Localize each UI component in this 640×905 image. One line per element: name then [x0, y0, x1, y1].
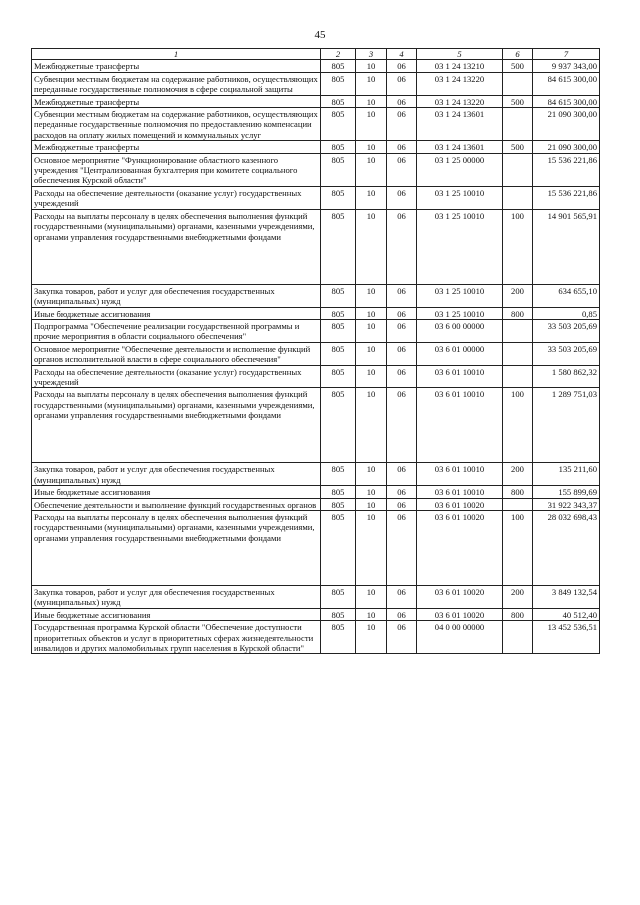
code-target-article: 04 0 00 00000	[417, 621, 503, 654]
header-cell: 5	[417, 49, 503, 60]
code-section: 10	[356, 95, 387, 107]
code-ministry: 805	[321, 72, 356, 95]
row-name: Иные бюджетные ассигнования	[32, 307, 321, 319]
code-target-article: 03 1 24 13601	[417, 141, 503, 153]
code-expense-type	[503, 342, 533, 365]
code-ministry: 805	[321, 498, 356, 510]
code-ministry: 805	[321, 585, 356, 608]
code-section: 10	[356, 209, 387, 284]
row-name: Межбюджетные трансферты	[32, 60, 321, 72]
code-target-article: 03 6 01 10020	[417, 608, 503, 620]
table-row	[32, 319, 600, 342]
code-ministry: 805	[321, 463, 356, 486]
code-section: 10	[356, 284, 387, 307]
table-row	[32, 153, 600, 186]
table-row	[32, 463, 600, 486]
code-ministry: 805	[321, 60, 356, 72]
code-subsection: 06	[387, 388, 417, 463]
budget-table	[31, 48, 600, 654]
table-row	[32, 108, 600, 141]
table-row	[32, 72, 600, 95]
code-subsection: 06	[387, 319, 417, 342]
code-target-article: 03 1 25 10010	[417, 186, 503, 209]
code-expense-type: 500	[503, 141, 533, 153]
code-subsection: 06	[387, 209, 417, 284]
code-ministry: 805	[321, 209, 356, 284]
code-target-article: 03 6 00 00000	[417, 319, 503, 342]
code-subsection: 06	[387, 486, 417, 498]
code-target-article: 03 1 24 13220	[417, 95, 503, 107]
code-section: 10	[356, 486, 387, 498]
code-target-article: 03 1 25 00000	[417, 153, 503, 186]
code-section: 10	[356, 319, 387, 342]
code-expense-type	[503, 153, 533, 186]
code-ministry: 805	[321, 608, 356, 620]
code-section: 10	[356, 186, 387, 209]
amount: 0,85	[533, 307, 600, 319]
code-expense-type: 800	[503, 307, 533, 319]
header-cell: 1	[32, 49, 321, 60]
code-section: 10	[356, 365, 387, 388]
code-section: 10	[356, 608, 387, 620]
row-name: Иные бюджетные ассигнования	[32, 608, 321, 620]
table-row	[32, 510, 600, 585]
code-subsection: 06	[387, 621, 417, 654]
code-ministry: 805	[321, 186, 356, 209]
code-expense-type	[503, 319, 533, 342]
code-subsection: 06	[387, 342, 417, 365]
code-subsection: 06	[387, 186, 417, 209]
code-subsection: 06	[387, 608, 417, 620]
amount: 33 503 205,69	[533, 319, 600, 342]
header-row	[32, 49, 600, 60]
code-subsection: 06	[387, 141, 417, 153]
row-name: Межбюджетные трансферты	[32, 141, 321, 153]
row-name: Субвенции местным бюджетам на содержание работников, осуществляющих переданные государственные полномочия в сфере социальной защиты	[32, 72, 321, 95]
row-name: Расходы на обеспечение деятельности (оказание услуг) государственных учреждений	[32, 365, 321, 388]
code-ministry: 805	[321, 388, 356, 463]
code-subsection: 06	[387, 95, 417, 107]
code-subsection: 06	[387, 307, 417, 319]
code-subsection: 06	[387, 585, 417, 608]
amount: 13 452 536,51	[533, 621, 600, 654]
code-ministry: 805	[321, 108, 356, 141]
page-number: 45	[314, 29, 326, 41]
code-subsection: 06	[387, 463, 417, 486]
row-name: Подпрограмма "Обеспечение реализации государственной программы и прочие мероприятия в области социального обеспечения"	[32, 319, 321, 342]
code-target-article: 03 6 01 10010	[417, 388, 503, 463]
code-expense-type: 500	[503, 95, 533, 107]
code-subsection: 06	[387, 60, 417, 72]
code-expense-type: 500	[503, 60, 533, 72]
amount: 84 615 300,00	[533, 95, 600, 107]
code-section: 10	[356, 108, 387, 141]
code-section: 10	[356, 72, 387, 95]
table-row	[32, 388, 600, 463]
code-expense-type	[503, 365, 533, 388]
code-target-article: 03 1 24 13210	[417, 60, 503, 72]
table-row	[32, 498, 600, 510]
amount: 21 090 300,00	[533, 108, 600, 141]
table-row	[32, 585, 600, 608]
code-ministry: 805	[321, 486, 356, 498]
code-expense-type	[503, 108, 533, 141]
code-section: 10	[356, 153, 387, 186]
code-ministry: 805	[321, 365, 356, 388]
amount: 15 536 221,86	[533, 186, 600, 209]
code-subsection: 06	[387, 365, 417, 388]
code-expense-type: 800	[503, 486, 533, 498]
code-expense-type: 100	[503, 388, 533, 463]
code-section: 10	[356, 60, 387, 72]
row-name: Субвенции местным бюджетам на содержание работников, осуществляющих переданные государственные полномочия по предоставлению компенсации расходов на оплату жилых помещений и коммунальных услуг	[32, 108, 321, 141]
code-target-article: 03 6 01 10020	[417, 510, 503, 585]
amount: 84 615 300,00	[533, 72, 600, 95]
table-row	[32, 95, 600, 107]
code-ministry: 805	[321, 95, 356, 107]
code-target-article: 03 6 01 10010	[417, 463, 503, 486]
row-name: Государственная программа Курской области "Обеспечение доступности приоритетных объектов и услуг в приоритетных сферах жизнедеятельности инвалидов и других маломобильных групп населения в Курской области"	[32, 621, 321, 654]
code-subsection: 06	[387, 510, 417, 585]
code-ministry: 805	[321, 153, 356, 186]
amount: 31 922 343,37	[533, 498, 600, 510]
amount: 33 503 205,69	[533, 342, 600, 365]
code-section: 10	[356, 141, 387, 153]
amount: 40 512,40	[533, 608, 600, 620]
row-name: Обеспечение деятельности и выполнение функций государственных органов	[32, 498, 321, 510]
row-name: Основное мероприятие "Функционирование областного казенного учреждения "Централизованная бухгалтерия при комитете социального обеспечения Курской области"	[32, 153, 321, 186]
code-ministry: 805	[321, 319, 356, 342]
header-cell: 3	[356, 49, 387, 60]
code-expense-type	[503, 498, 533, 510]
row-name: Закупка товаров, работ и услуг для обеспечения государственных (муниципальных) нужд	[32, 585, 321, 608]
code-expense-type	[503, 186, 533, 209]
code-expense-type	[503, 621, 533, 654]
row-name: Основное мероприятие "Обеспечение деятельности и исполнение функций органов исполнительной власти в сфере социального обеспечения"	[32, 342, 321, 365]
code-target-article: 03 1 25 10010	[417, 307, 503, 319]
amount: 135 211,60	[533, 463, 600, 486]
code-ministry: 805	[321, 284, 356, 307]
amount: 15 536 221,86	[533, 153, 600, 186]
row-name: Расходы на обеспечение деятельности (оказание услуг) государственных учреждений	[32, 186, 321, 209]
row-name: Закупка товаров, работ и услуг для обеспечения государственных (муниципальных) нужд	[32, 284, 321, 307]
table-row	[32, 608, 600, 620]
table-row	[32, 284, 600, 307]
code-ministry: 805	[321, 141, 356, 153]
table-row	[32, 141, 600, 153]
row-name: Закупка товаров, работ и услуг для обеспечения государственных (муниципальных) нужд	[32, 463, 321, 486]
amount: 1 580 862,32	[533, 365, 600, 388]
row-name: Расходы на выплаты персоналу в целях обеспечения выполнения функций государственными (муниципальными) органами, казенными учреждениями, органами управления государственными внебюджетными фондами	[32, 388, 321, 463]
amount: 14 901 565,91	[533, 209, 600, 284]
code-ministry: 805	[321, 510, 356, 585]
code-subsection: 06	[387, 72, 417, 95]
code-target-article: 03 6 01 00000	[417, 342, 503, 365]
table-row	[32, 307, 600, 319]
table-row	[32, 60, 600, 72]
row-name: Межбюджетные трансферты	[32, 95, 321, 107]
code-expense-type: 100	[503, 510, 533, 585]
header-cell: 2	[321, 49, 356, 60]
amount: 21 090 300,00	[533, 141, 600, 153]
code-expense-type: 100	[503, 209, 533, 284]
code-subsection: 06	[387, 498, 417, 510]
code-target-article: 03 1 25 10010	[417, 284, 503, 307]
amount: 634 655,10	[533, 284, 600, 307]
table-row	[32, 365, 600, 388]
code-target-article: 03 6 01 10020	[417, 585, 503, 608]
code-expense-type: 200	[503, 585, 533, 608]
code-subsection: 06	[387, 108, 417, 141]
code-section: 10	[356, 388, 387, 463]
amount: 9 937 343,00	[533, 60, 600, 72]
code-section: 10	[356, 342, 387, 365]
code-section: 10	[356, 463, 387, 486]
amount: 155 899,69	[533, 486, 600, 498]
code-expense-type: 800	[503, 608, 533, 620]
code-expense-type	[503, 72, 533, 95]
table-row	[32, 209, 600, 284]
code-ministry: 805	[321, 621, 356, 654]
code-ministry: 805	[321, 307, 356, 319]
code-ministry: 805	[321, 342, 356, 365]
code-target-article: 03 6 01 10010	[417, 365, 503, 388]
code-section: 10	[356, 510, 387, 585]
code-section: 10	[356, 498, 387, 510]
code-target-article: 03 1 24 13220	[417, 72, 503, 95]
code-section: 10	[356, 621, 387, 654]
table-row	[32, 486, 600, 498]
amount: 3 849 132,54	[533, 585, 600, 608]
header-cell: 4	[387, 49, 417, 60]
header-cell: 6	[503, 49, 533, 60]
code-section: 10	[356, 585, 387, 608]
code-subsection: 06	[387, 284, 417, 307]
code-target-article: 03 6 01 10010	[417, 486, 503, 498]
code-target-article: 03 1 24 13601	[417, 108, 503, 141]
code-expense-type: 200	[503, 284, 533, 307]
code-expense-type: 200	[503, 463, 533, 486]
code-subsection: 06	[387, 153, 417, 186]
header-cell: 7	[533, 49, 600, 60]
table-row	[32, 186, 600, 209]
amount: 28 032 698,43	[533, 510, 600, 585]
row-name: Расходы на выплаты персоналу в целях обеспечения выполнения функций государственными (муниципальными) органами, казенными учреждениями, органами управления государственными внебюджетными фондами	[32, 209, 321, 284]
code-section: 10	[356, 307, 387, 319]
amount: 1 289 751,03	[533, 388, 600, 463]
code-target-article: 03 1 25 10010	[417, 209, 503, 284]
code-target-article: 03 6 01 10020	[417, 498, 503, 510]
row-name: Иные бюджетные ассигнования	[32, 486, 321, 498]
row-name: Расходы на выплаты персоналу в целях обеспечения выполнения функций государственными (муниципальными) органами, казенными учреждениями, органами управления государственными внебюджетными фондами	[32, 510, 321, 585]
table-row	[32, 342, 600, 365]
table-row	[32, 621, 600, 654]
